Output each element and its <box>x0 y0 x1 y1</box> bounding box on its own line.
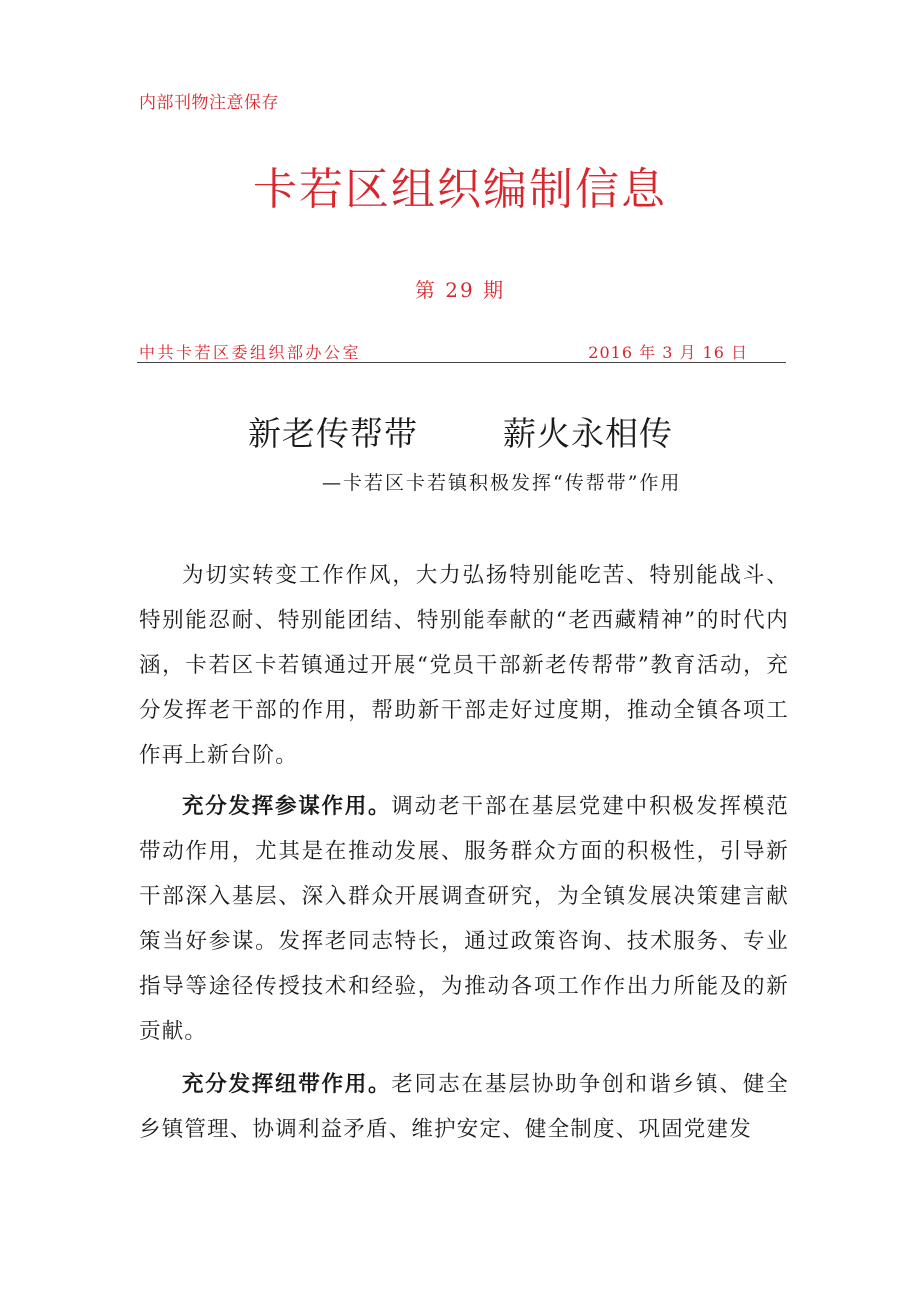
paragraph-intro <box>139 553 789 778</box>
paragraph-link-role <box>139 1062 789 1152</box>
paragraph-lead: 充分发挥参谋作用。 <box>182 794 392 819</box>
issue-number: 第 29 期 <box>414 278 506 302</box>
headline-part-2: 薪火永相传 <box>503 414 673 453</box>
article-subtitle: —卡若区卡若镇积极发挥“传帮带”作用 <box>322 472 682 494</box>
paragraph-advisor-role <box>139 784 789 1054</box>
paragraph-text: 为切实转变工作作风，大力弘扬特别能吃苦、特别能战斗、特别能忍耐、特别能团结、特别能奉献的“老西藏精神”的时代内涵，卡若区卡若镇通过开展“党员干部新老传帮带”教育活动，充分发挥老干部的作用，帮助新干部走好过度期，推动全镇各项工作再上新台阶。 <box>139 563 789 768</box>
internal-notice: 内部刊物注意保存 <box>139 93 279 113</box>
paragraph-text: 调动老干部在基层党建中积极发挥模范带动作用，尤其是在推动发展、服务群众方面的积极性，引导新干部深入基层、深入群众开展调查研究，为全镇发展决策建言献策当好参谋。发挥老同志特长，通过政策咨询、技术服务、专业指导等途径传授技术和经验，为推动各项工作作出力所能及的新贡献。 <box>139 794 789 1044</box>
headline-part-1: 新老传帮带 <box>248 414 418 453</box>
issuer-name: 中共卡若区委组织部办公室 <box>139 343 362 362</box>
masthead-title: 卡若区组织编制信息 <box>253 164 667 215</box>
paragraph-lead: 充分发挥纽带作用。 <box>182 1072 392 1097</box>
issuer-rule <box>137 338 786 363</box>
paragraph-text: 老同志在基层协助争创和谐乡镇、健全乡镇管理、协调利益矛盾、维护安定、健全制度、巩固党建发 <box>139 1072 789 1142</box>
article-headline <box>0 408 920 458</box>
publication-date: 2016 年 3 月 16 日 <box>588 343 748 362</box>
